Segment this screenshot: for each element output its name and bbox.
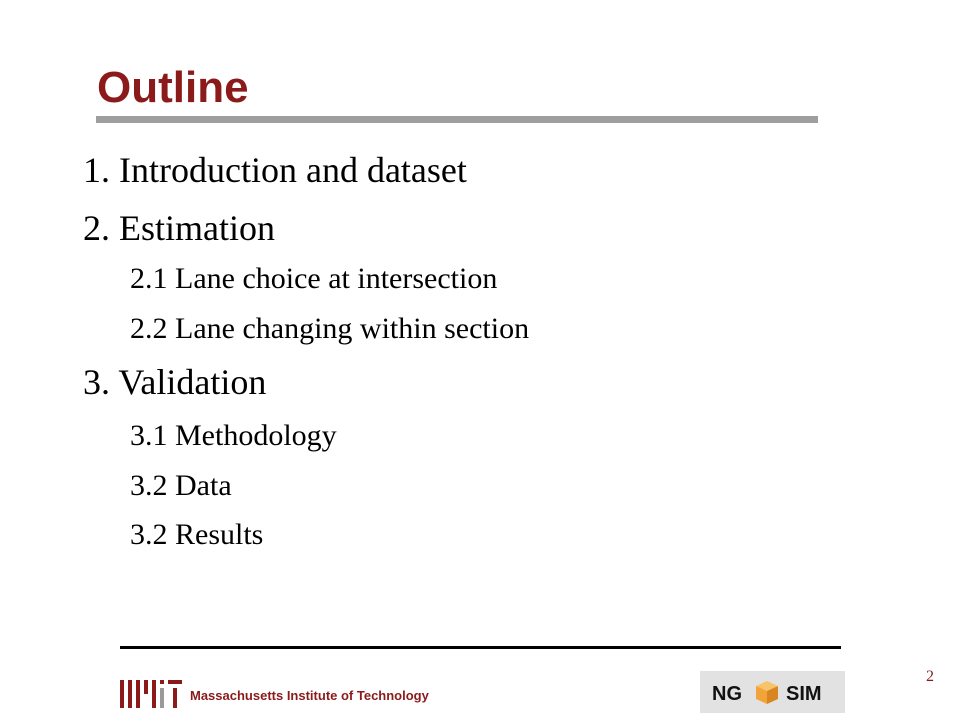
outline-subitem-data: 3.2 Data xyxy=(130,469,232,502)
slide-title: Outline xyxy=(97,63,249,112)
ngsim-logo-sim-text: SIM xyxy=(786,683,822,705)
ngsim-logo xyxy=(700,671,845,713)
outline-subitem-methodology: 3.1 Methodology xyxy=(130,419,337,452)
outline-subitem-lane-choice: 2.1 Lane choice at intersection xyxy=(130,262,498,295)
institution-name: Massachusetts Institute of Technology xyxy=(190,688,429,703)
mit-logo xyxy=(120,680,182,708)
page-number: 2 xyxy=(926,668,934,685)
outline-subitem-results: 3.2 Results xyxy=(130,518,264,551)
outline-item-estimation: 2. Estimation xyxy=(83,208,275,248)
outline-item-validation: 3. Validation xyxy=(83,362,267,402)
footer-divider xyxy=(120,646,841,649)
outline-item-introduction: 1. Introduction and dataset xyxy=(83,150,467,190)
outline-subitem-lane-changing: 2.2 Lane changing within section xyxy=(130,312,530,345)
title-underline xyxy=(96,116,818,123)
ngsim-logo-ng-text: NG xyxy=(712,683,742,705)
